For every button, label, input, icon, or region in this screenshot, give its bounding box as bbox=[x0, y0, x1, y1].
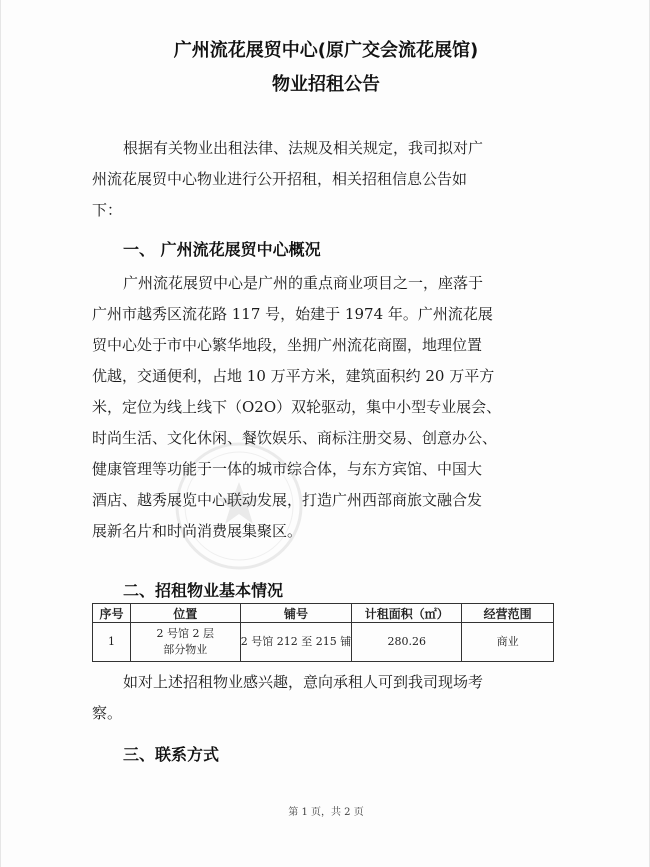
section2-after-line: 察。 bbox=[92, 704, 123, 722]
col-header-shop: 铺号 bbox=[240, 604, 352, 623]
cell-location-line: 部分物业 bbox=[163, 643, 208, 656]
document-subtitle: 物业招租公告 bbox=[272, 74, 380, 95]
cell-area: 280.26 bbox=[352, 623, 462, 662]
section2-heading: 二、招租物业基本情况 bbox=[123, 581, 284, 600]
intro-line: 州流花展贸中心物业进行公开招租，相关招租信息公告如 bbox=[92, 170, 468, 188]
section1-line: 广州市越秀区流花路 117 号，始建于 1974 年。广州流花展 bbox=[92, 305, 493, 323]
section1-line: 贸中心处于市中心繁华地段，坐拥广州流花商圈，地理位置 bbox=[92, 336, 483, 354]
intro-paragraph bbox=[92, 133, 554, 226]
col-header-scope: 经营范围 bbox=[462, 604, 554, 623]
section1-line: 健康管理等功能于一体的城市综合体，与东方宾馆、中国大 bbox=[92, 460, 483, 478]
section2-after-paragraph bbox=[92, 667, 554, 729]
section1-line: 酒店、越秀展览中心联动发展，打造广州西部商旅文融合发 bbox=[92, 491, 483, 509]
section1-line: 优越，交通便利，占地 10 万平方米，建筑面积约 20 万平方 bbox=[92, 367, 495, 385]
section1-paragraph bbox=[92, 268, 554, 547]
cell-scope: 商业 bbox=[462, 623, 554, 662]
section1-heading: 一、 广州流花展贸中心概况 bbox=[123, 240, 321, 259]
cell-location bbox=[130, 623, 240, 662]
col-header-area: 计租面积（㎡） bbox=[352, 604, 462, 623]
table-header-row bbox=[93, 604, 554, 623]
section3-heading: 三、联系方式 bbox=[123, 745, 220, 764]
section1-line: 时尚生活、文化休闲、餐饮娱乐、商标注册交易、创意办公、 bbox=[92, 429, 498, 447]
page-footer: 第 1 页，共 2 页 bbox=[288, 807, 364, 818]
cell-location-line: 2 号馆 2 层 bbox=[156, 627, 215, 640]
cell-shop: 2 号馆 212 至 215 铺 bbox=[240, 623, 352, 662]
intro-line: 根据有关物业出租法律、法规及相关规定，我司拟对广 bbox=[123, 139, 484, 157]
table-row bbox=[93, 623, 554, 662]
col-header-no: 序号 bbox=[93, 604, 131, 623]
section2-after-line: 如对上述招租物业感兴趣，意向承租人可到我司现场考 bbox=[123, 673, 484, 691]
document-title: 广州流花展贸中心(原广交会流花展馆) bbox=[173, 40, 479, 61]
section1-line: 广州流花展贸中心是广州的重点商业项目之一，座落于 bbox=[123, 274, 484, 292]
col-header-location: 位置 bbox=[130, 604, 240, 623]
property-table bbox=[92, 603, 554, 662]
cell-no: 1 bbox=[93, 623, 131, 662]
intro-line: 下： bbox=[92, 201, 123, 219]
section1-line: 展新名片和时尚消费展集聚区。 bbox=[92, 522, 303, 540]
section1-line: 米，定位为线上线下（O2O）双轮驱动，集中小型专业展会、 bbox=[92, 398, 502, 416]
